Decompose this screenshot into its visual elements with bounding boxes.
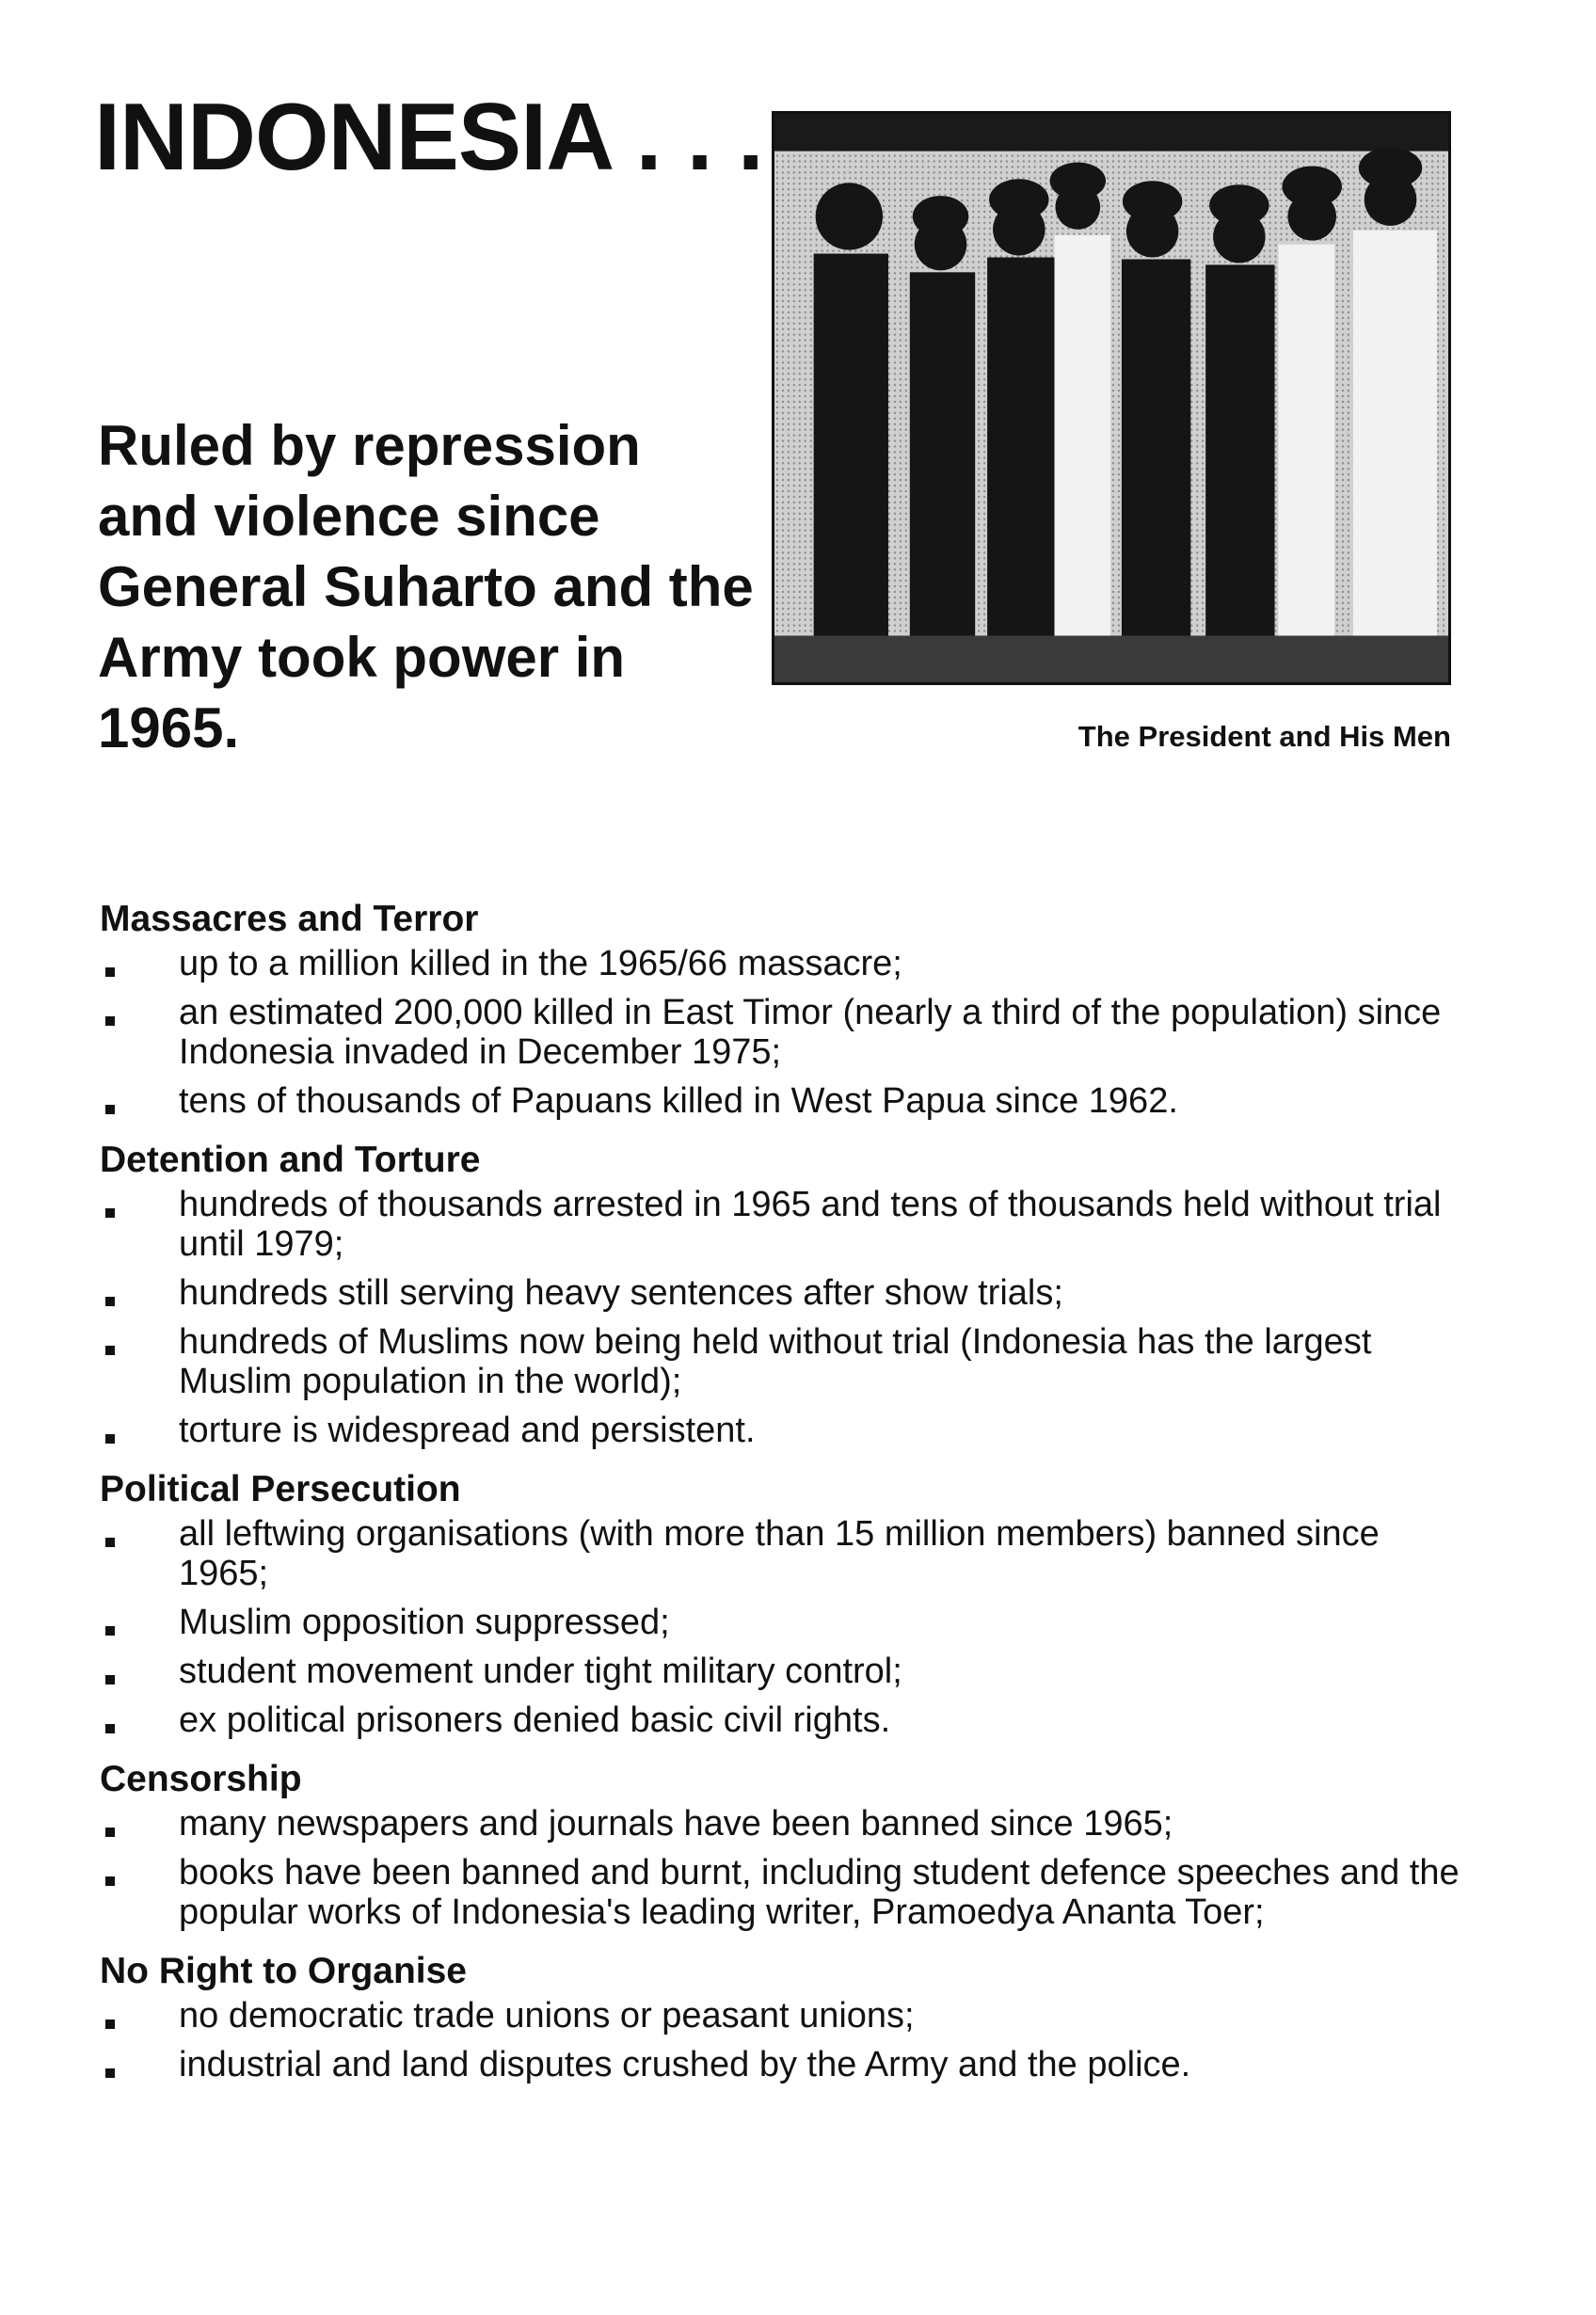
bullet-list: [100, 1996, 1474, 2084]
section-detention-and-torture: [100, 1138, 1474, 1450]
section-heading: No Right to Organise: [100, 1951, 467, 1991]
section-massacres-and-terror: [100, 897, 1474, 1121]
list-item: hundreds of Muslims now being held without trial (Indonesia has the largest Muslim population in the world);: [100, 1322, 1474, 1401]
group-photo: [772, 111, 1451, 685]
list-item: up to a million killed in the 1965/66 massacre;: [100, 944, 1474, 983]
section-no-right-to-organise: [100, 1949, 1474, 2084]
section-heading: Massacres and Terror: [100, 899, 479, 939]
photo-caption: The President and His Men: [1077, 720, 1451, 753]
bullet-list: [100, 1514, 1474, 1740]
bullet-list: [100, 1804, 1474, 1932]
page-subtitle: Ruled by repression and violence since General Suharto and the Army took power in 1965.: [98, 414, 754, 759]
list-item: student movement under tight military control;: [100, 1652, 1474, 1691]
list-item: industrial and land disputes crushed by the Army and the police.: [100, 2045, 1474, 2084]
list-item: books have been banned and burnt, including student defence speeches and the popular works of Indonesia's leading writer, Pramoedya Ananta Toer;: [100, 1853, 1474, 1932]
section-heading: Censorship: [100, 1759, 302, 1799]
section-political-persecution: [100, 1467, 1474, 1740]
section-heading: Political Persecution: [100, 1469, 461, 1509]
bullet-list: [100, 1185, 1474, 1450]
list-item: torture is widespread and persistent.: [100, 1411, 1474, 1450]
list-item: no democratic trade unions or peasant unions;: [100, 1996, 1474, 2036]
list-item: many newspapers and journals have been banned since 1965;: [100, 1804, 1474, 1844]
list-item: Muslim opposition suppressed;: [100, 1603, 1474, 1642]
section-censorship: [100, 1757, 1474, 1932]
list-item: tens of thousands of Papuans killed in West Papua since 1962.: [100, 1081, 1474, 1121]
list-item: hundreds still serving heavy sentences after show trials;: [100, 1273, 1474, 1313]
sections-container: [100, 897, 1474, 2094]
section-heading: Detention and Torture: [100, 1140, 481, 1180]
list-item: all leftwing organisations (with more than 15 million members) banned since 1965;: [100, 1514, 1474, 1593]
bullet-list: [100, 944, 1474, 1121]
list-item: ex political prisoners denied basic civil rights.: [100, 1700, 1474, 1740]
page-title: INDONESIA . . .: [94, 85, 763, 190]
list-item: hundreds of thousands arrested in 1965 and tens of thousands held without trial until 1979;: [100, 1185, 1474, 1264]
list-item: an estimated 200,000 killed in East Timor (nearly a third of the population) since Indonesia invaded in December 1975;: [100, 993, 1474, 1072]
